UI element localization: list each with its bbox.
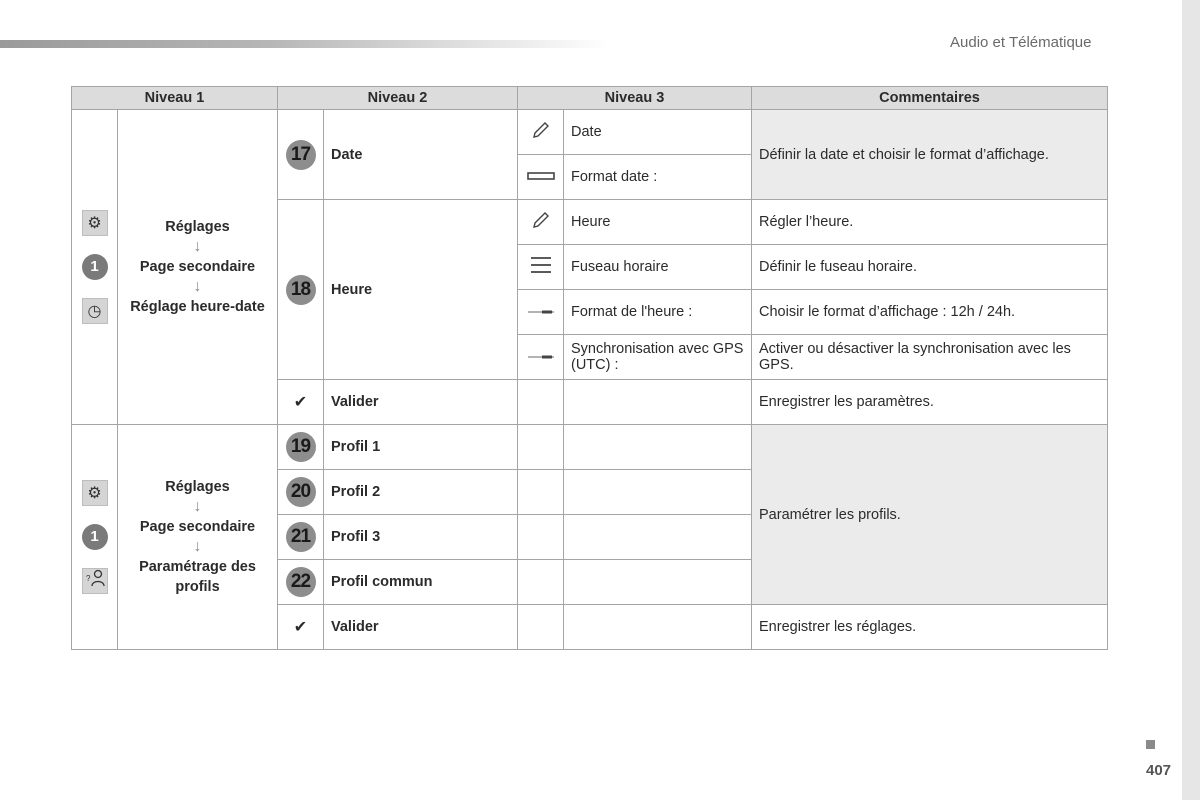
pencil-icon — [518, 110, 564, 155]
arrow-down-icon: ↓ — [193, 498, 202, 515]
empty-cell — [564, 515, 752, 560]
path-step: Paramétrage des profils — [139, 559, 256, 595]
arrow-down-icon: ↓ — [193, 278, 202, 295]
header-gradient-bar — [0, 40, 610, 48]
toggle-icon — [518, 155, 564, 200]
section-title: Audio et Télématique — [950, 34, 1092, 51]
level3-label: Date — [564, 110, 752, 155]
settings-table — [71, 86, 1108, 650]
badge-number: 1 — [82, 524, 108, 550]
number-circle: 22 — [286, 567, 316, 597]
gear-icon: ⚙ — [82, 210, 108, 236]
path-step: Page secondaire — [139, 259, 256, 275]
comment-cell: Définir le fuseau horaire. — [752, 245, 1108, 290]
badge-number: 1 — [82, 254, 108, 280]
empty-cell — [564, 605, 752, 650]
check-icon: ✔ — [278, 380, 324, 425]
empty-cell — [518, 560, 564, 605]
group2-icons — [72, 425, 118, 650]
level2-label: Profil 3 — [324, 515, 518, 560]
number-circle: 21 — [286, 522, 316, 552]
number-cell — [278, 425, 324, 470]
list-icon — [518, 245, 564, 290]
number-circle: 19 — [286, 432, 316, 462]
level2-label: Profil 1 — [324, 425, 518, 470]
level3-label: Fuseau horaire — [564, 245, 752, 290]
level2-label: Profil commun — [324, 560, 518, 605]
number-cell — [278, 515, 324, 560]
comment-cell: Activer ou désactiver la synchronisation avec les GPS. — [752, 335, 1108, 380]
empty-cell — [518, 380, 564, 425]
number-cell — [278, 200, 324, 380]
level3-label: Format date : — [564, 155, 752, 200]
group1-icons — [72, 110, 118, 425]
empty-cell — [518, 605, 564, 650]
level2-label: Date — [324, 110, 518, 200]
comment-cell: Définir la date et choisir le format d’affichage. — [752, 110, 1108, 200]
number-cell — [278, 470, 324, 515]
number-cell — [278, 560, 324, 605]
empty-cell — [564, 470, 752, 515]
comment-cell: Enregistrer les paramètres. — [752, 380, 1108, 425]
number-circle: 18 — [286, 275, 316, 305]
path-step: Page secondaire — [139, 519, 256, 535]
level2-label: Valider — [324, 605, 518, 650]
comment-cell: Enregistrer les réglages. — [752, 605, 1108, 650]
table-row — [72, 110, 1108, 155]
profile-icon — [82, 568, 108, 594]
slider-icon — [518, 335, 564, 380]
column-header-niveau3: Niveau 3 — [518, 87, 752, 110]
group1-path — [118, 110, 278, 425]
column-header-commentaires: Commentaires — [752, 87, 1108, 110]
check-icon: ✔ — [278, 605, 324, 650]
level3-label: Synchronisation avec GPS (UTC) : — [564, 335, 752, 380]
page-edge-strip — [1182, 0, 1200, 800]
empty-cell — [518, 515, 564, 560]
gear-icon: ⚙ — [82, 480, 108, 506]
pencil-icon — [518, 200, 564, 245]
empty-cell — [564, 380, 752, 425]
level3-label: Format de l'heure : — [564, 290, 752, 335]
empty-cell — [564, 425, 752, 470]
svg-text:?: ? — [85, 574, 90, 583]
arrow-down-icon: ↓ — [193, 238, 202, 255]
path-step: Réglages — [165, 219, 230, 235]
empty-cell — [518, 470, 564, 515]
column-header-niveau2: Niveau 2 — [278, 87, 518, 110]
level2-label: Valider — [324, 380, 518, 425]
arrow-down-icon: ↓ — [193, 538, 202, 555]
page-number: 407 — [1146, 762, 1172, 779]
empty-cell — [564, 560, 752, 605]
level2-label: Profil 2 — [324, 470, 518, 515]
number-circle: 17 — [286, 140, 316, 170]
slider-icon — [518, 290, 564, 335]
number-circle: 20 — [286, 477, 316, 507]
clock-icon: ◷ — [82, 298, 108, 324]
level2-label: Heure — [324, 200, 518, 380]
number-cell — [278, 110, 324, 200]
page-marker — [1146, 740, 1155, 749]
table-row — [72, 425, 1108, 470]
empty-cell — [518, 425, 564, 470]
comment-cell: Paramétrer les profils. — [752, 425, 1108, 605]
comment-cell: Régler l’heure. — [752, 200, 1108, 245]
group2-path — [118, 425, 278, 650]
column-header-niveau1: Niveau 1 — [72, 87, 278, 110]
path-step: Réglage heure-date — [130, 299, 265, 315]
level3-label: Heure — [564, 200, 752, 245]
comment-cell: Choisir le format d’affichage : 12h / 24h. — [752, 290, 1108, 335]
path-step: Réglages — [165, 479, 230, 495]
